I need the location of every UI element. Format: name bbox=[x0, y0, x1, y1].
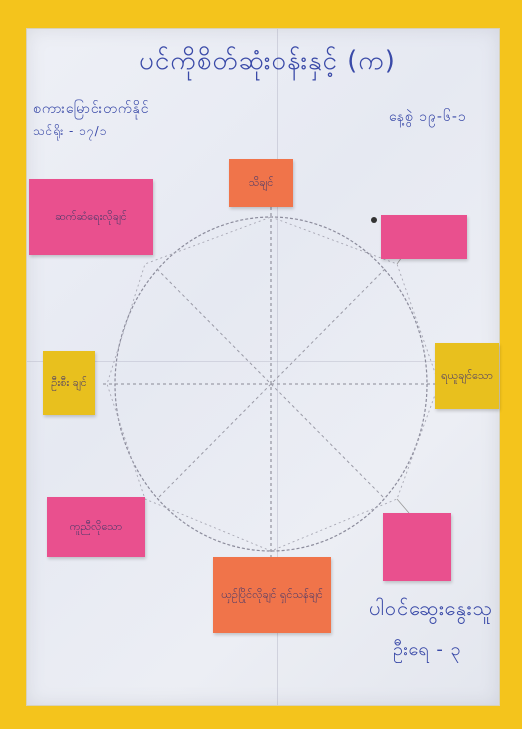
card-left: ဦးစီး ချင် bbox=[43, 351, 95, 415]
card-upper-left: ဆက်ဆံရေးလိုချင် bbox=[29, 179, 153, 255]
card-lower-right bbox=[383, 513, 451, 581]
card-right: ရယူချင်သော bbox=[435, 343, 499, 409]
pin-dot bbox=[371, 217, 377, 223]
connector-lower-right bbox=[397, 499, 409, 513]
card-lower-left: ကူညီလိုသော bbox=[47, 497, 145, 557]
date-note: နေ့စွဲ ၁၉-၆-၁ bbox=[389, 109, 467, 125]
card-upper-right bbox=[381, 215, 467, 259]
card-bottom: ယှဉ်ပြိုင်လိုချင် ရှင်သန်ချင် bbox=[213, 557, 331, 633]
bottom-note-line2: ဦးရေ - ၃ bbox=[393, 639, 462, 660]
poster-title: ပင်ကိုစိတ်ဆုံးဝန်းနှင့် (က) bbox=[139, 46, 396, 76]
bottom-note-line1: ပါဝင်ဆွေးနွေးသူ bbox=[369, 596, 493, 620]
left-note-line2: သင်ရိုး - ၁၇/၁ bbox=[33, 124, 108, 138]
left-note-line1: စကားမြောင်းတက်နိုင် bbox=[33, 101, 150, 117]
poster-paper bbox=[26, 28, 500, 706]
card-top: သိချင် bbox=[229, 159, 293, 207]
